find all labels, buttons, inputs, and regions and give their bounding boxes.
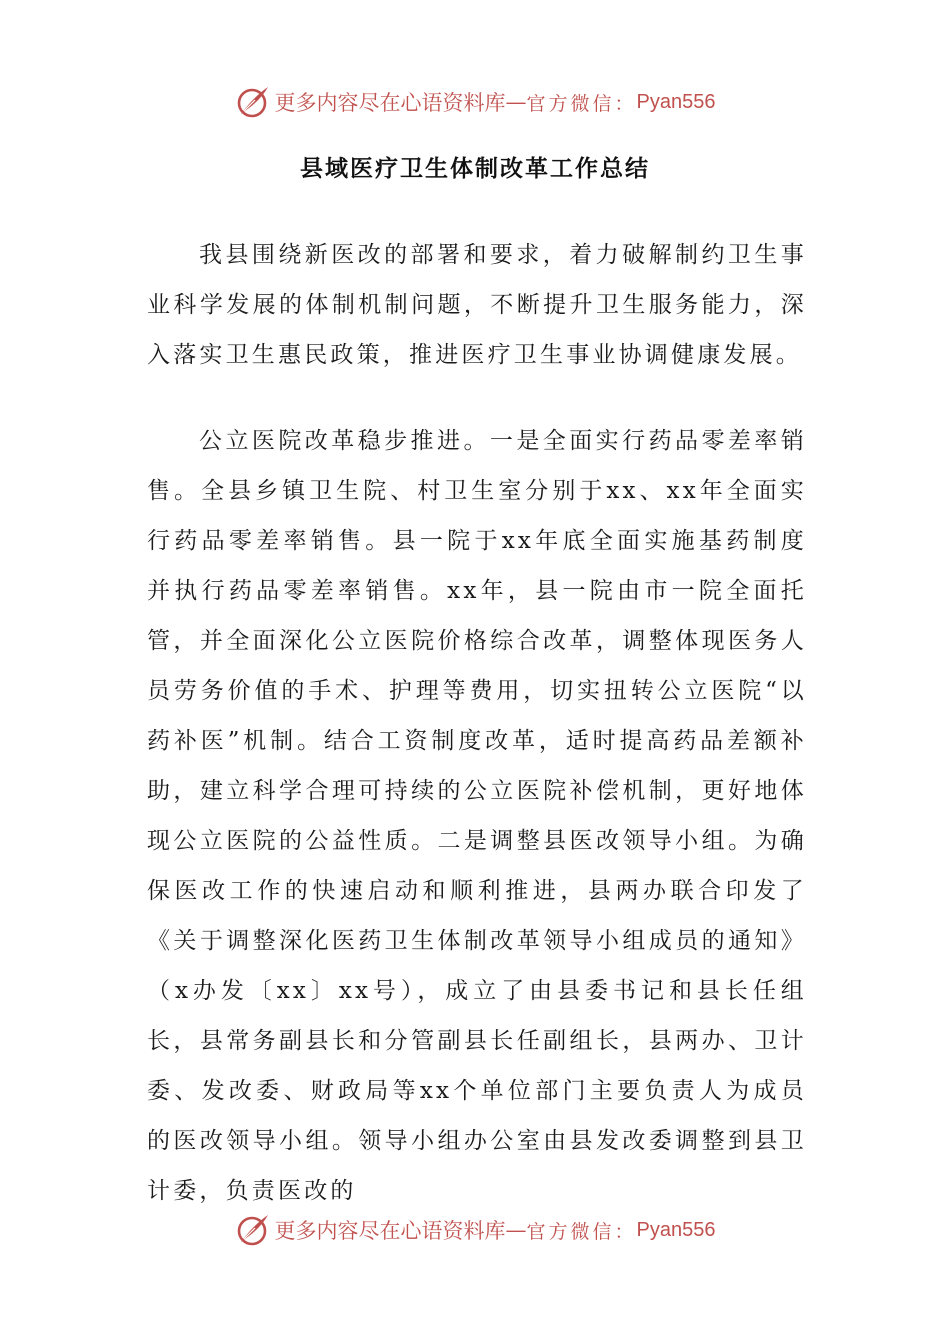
- header-banner: [0, 82, 950, 122]
- paragraph-intro: 我县围绕新医改的部署和要求，着力破解制约卫生事业科学发展的体制机制问题，不断提升卫生服务能力，深入落实卫生惠民政策，推进医疗卫生事业协调健康发展。: [147, 242, 807, 368]
- footer-banner: [0, 1210, 950, 1250]
- document-title: 县域医疗卫生体制改革工作总结: [300, 155, 650, 182]
- banner-wechat-id: Pyan556: [636, 1218, 716, 1241]
- banner-separator: —: [505, 90, 527, 114]
- quill-logo-icon: [235, 1212, 271, 1248]
- banner-wechat-id: Pyan556: [636, 90, 716, 113]
- quill-logo-icon: [235, 84, 271, 120]
- banner-wechat-label: 官方微信：: [526, 92, 637, 115]
- paragraph-public-hospital-reform: 公立医院改革稳步推进。一是全面实行药品零差率销售。全县乡镇卫生院、村卫生室分别于xx、xx年全面实行药品零差率销售。县一院于xx年底全面实施基药制度并执行药品零差率销售。xx年，县一院由市一院全面托管，并全面深化公立医院价格综合改革，调整体现医务人员劳务价值的手术、护理等费用，切实扭转公立医院“以药补医”机制。结合工资制度改革，适时提高药品差额补助，建立科学合理可持续的公立医院补偿机制，更好地体现公立医院的公益性质。二是调整县医改领导小组。为确保医改工作的快速启动和顺利推进，县两办联合印发了《关于调整深化医药卫生体制改革领导小组成员的通知》（x办发〔xx〕xx号），成立了由县委书记和县长任组长，县常务副县长和分管副县长任副组长，县两办、卫计委、发改委、财政局等xx个单位部门主要负责人为成员的医改领导小组。领导小组办公室由县发改委调整到县卫计委，负责医改的: [147, 428, 807, 1204]
- banner-wechat-label: 官方微信：: [526, 1220, 637, 1243]
- banner-text: 更多内容尽在心语资料库: [274, 1219, 506, 1243]
- banner-text: 更多内容尽在心语资料库: [274, 91, 506, 115]
- document-body: [147, 230, 807, 1216]
- banner-separator: —: [505, 1218, 527, 1242]
